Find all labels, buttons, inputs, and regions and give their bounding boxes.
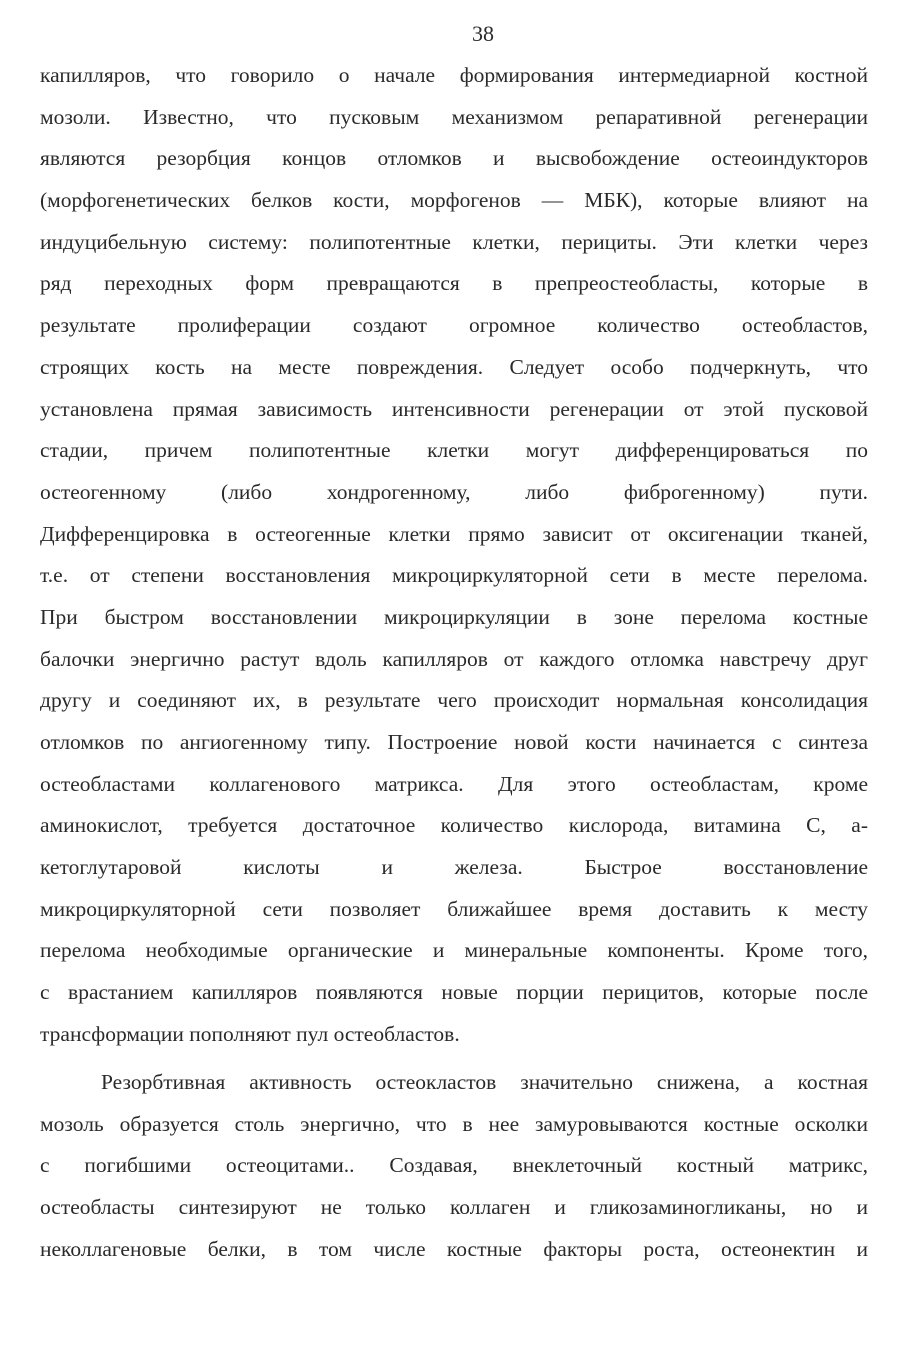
text-line: Резорбтивная активность остеокластов значительно снижена, а костная — [101, 1070, 868, 1094]
text-line: индуцибельную систему: полипотентные клетки, перициты. Эти клетки через — [40, 229, 868, 254]
text-line: остеобластами коллагенового матрикса. Для этого остеобластам, кроме — [40, 771, 868, 796]
text-line: с погибшими остеоцитами.. Создавая, внеклеточный костный матрикс, — [40, 1153, 868, 1178]
paragraph-2 — [40, 1062, 868, 1270]
page-number: 38 — [472, 21, 494, 46]
text-line: трансформации пополняют пул остеобластов. — [40, 1021, 460, 1046]
text-line: неколлагеновые белки, в том числе костные факторы роста, остеонектин и — [40, 1236, 868, 1261]
text-line: микроциркуляторной сети позволяет ближайшее время доставить к месту — [40, 896, 868, 921]
text-line: При быстром восстановлении микроциркуляции в зоне перелома костные — [40, 604, 868, 629]
text-line: мозоли. Известно, что пусковым механизмом репаративной регенерации — [40, 104, 868, 129]
text-line: остеогенному (либо хондрогенному, либо фиброгенному) пути. — [40, 479, 868, 504]
text-line: т.е. от степени восстановления микроциркуляторной сети в месте перелома. — [40, 563, 868, 588]
text-line: кетоглутаровой кислоты и железа. Быстрое восстановление — [40, 855, 868, 880]
text-line: мозоль образуется столь энергично, что в нее замуровываются костные осколки — [40, 1111, 868, 1136]
text-line: (морфогенетических белков кости, морфогенов — МБК), которые влияют на — [40, 188, 868, 213]
text-line: строящих кость на месте повреждения. Следует особо подчеркнуть, что — [40, 354, 868, 379]
text-line: результате пролиферации создают огромное количество остеобластов, — [40, 313, 868, 338]
text-line: аминокислот, требуется достаточное количество кислорода, витамина С, а- — [40, 813, 868, 838]
text-line: Дифференцировка в остеогенные клетки прямо зависит от оксигенации тканей, — [40, 521, 868, 546]
text-line: с врастанием капилляров появляются новые порции перицитов, которые после — [40, 980, 868, 1005]
text-line: установлена прямая зависимость интенсивности регенерации от этой пусковой — [40, 396, 868, 421]
paragraph-1 — [40, 55, 868, 1056]
text-line: отломков по ангиогенному типу. Построение новой кости начинается с синтеза — [40, 730, 868, 754]
text-line: ряд переходных форм превращаются в препреостеобласты, которые в — [40, 271, 868, 296]
text-line: остеобласты синтезируют не только коллаген и гликозаминогликаны, но и — [40, 1195, 868, 1220]
text-line: являются резорбция концов отломков и высвобождение остеоиндукторов — [40, 146, 868, 171]
text-line: другу и соединяют их, в результате чего происходит нормальная консолидация — [40, 688, 868, 713]
text-line: перелома необходимые органические и минеральные компоненты. Кроме того, — [40, 938, 868, 963]
text-line: стадии, причем полипотентные клетки могут дифференцироваться по — [40, 438, 868, 463]
text-line: капилляров, что говорило о начале формирования интермедиарной костной — [40, 63, 868, 87]
text-line: балочки энергично растут вдоль капилляров от каждого отломка навстречу друг — [40, 646, 868, 671]
